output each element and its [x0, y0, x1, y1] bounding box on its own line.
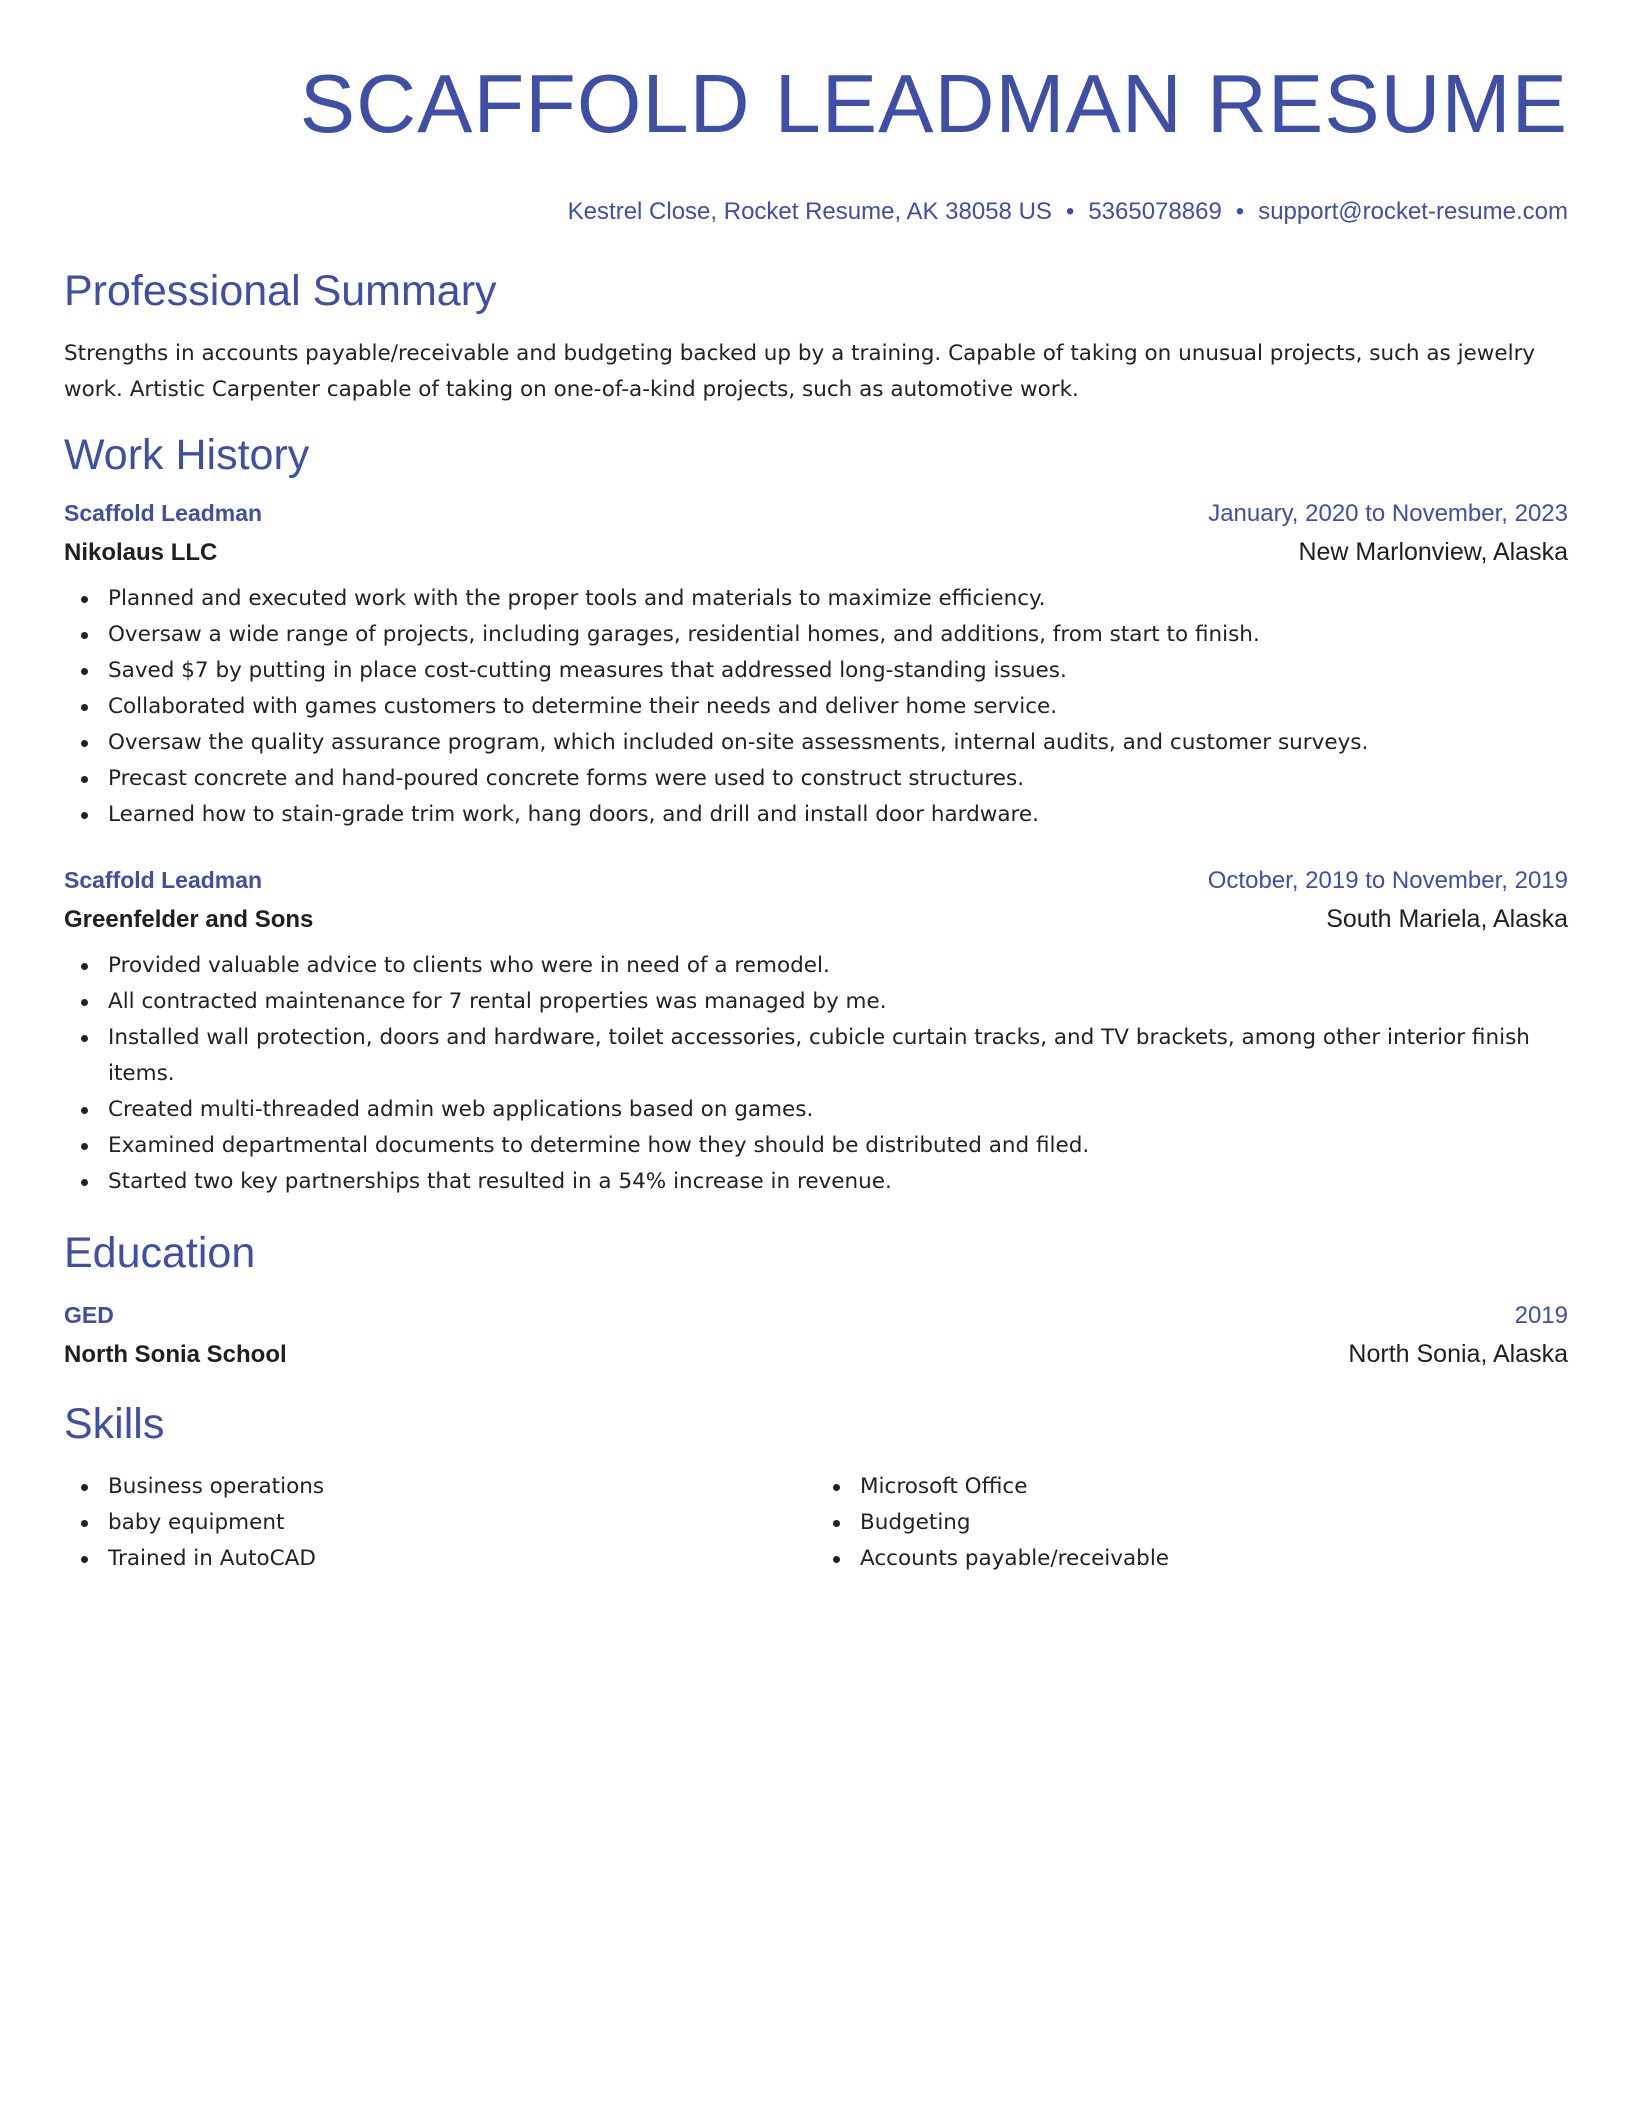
job-title-row — [64, 500, 1568, 528]
skill-item: Accounts payable/receivable — [860, 1541, 1568, 1577]
contact-phone[interactable]: 5365078869 — [1088, 198, 1222, 225]
education-school-row — [64, 1340, 1568, 1369]
job-company: Nikolaus LLC — [64, 539, 218, 566]
job-company: Greenfelder and Sons — [64, 906, 314, 933]
job-entry — [64, 867, 1568, 1200]
job-bullet: Oversaw the quality assurance program, which included on-site assessments, internal audits, and customer surveys. — [108, 725, 1568, 761]
job-bullet: Learned how to stain-grade trim work, hang doors, and drill and install door hardware. — [108, 797, 1568, 833]
job-bullet: All contracted maintenance for 7 rental properties was managed by me. — [108, 984, 1568, 1020]
education-heading: Education — [64, 1229, 256, 1277]
resume-title: SCAFFOLD LEADMAN RESUME — [299, 57, 1568, 150]
contact-address: Kestrel Close, Rocket Resume, AK 38058 US — [567, 198, 1052, 225]
education-degree-row — [64, 1302, 1568, 1330]
education-entry — [64, 1302, 1568, 1369]
job-title-row — [64, 867, 1568, 895]
skill-item: Budgeting — [860, 1505, 1568, 1541]
job-bullet: Provided valuable advice to clients who were in need of a remodel. — [108, 948, 1568, 984]
skills-column-right — [816, 1469, 1568, 1577]
contact-email[interactable]: support@rocket-resume.com — [1258, 198, 1568, 225]
job-location: New Marlonview, Alaska — [1298, 538, 1568, 566]
job-company-row — [64, 905, 1568, 934]
skills-column-left — [64, 1469, 816, 1577]
skill-item: Business operations — [108, 1469, 816, 1505]
skill-item: Trained in AutoCAD — [108, 1541, 816, 1577]
job-bullets — [64, 948, 1568, 1200]
contact-line — [64, 198, 1568, 226]
education-location: North Sonia, Alaska — [1348, 1340, 1568, 1368]
job-bullet: Planned and executed work with the proper tools and materials to maximize efficiency. — [108, 581, 1568, 617]
education-year: 2019 — [1514, 1302, 1568, 1329]
summary-text: Strengths in accounts payable/receivable and budgeting backed up by a training. Capable of taking on unusual projects, such as jewelry work. Artistic Carpenter capable of taking on one-of-a-kind projects, such as automotive work. — [64, 341, 1536, 402]
skills-grid — [64, 1469, 1568, 1577]
job-bullet: Created multi-threaded admin web applications based on games. — [108, 1092, 1568, 1128]
job-dates: January, 2020 to November, 2023 — [1208, 500, 1568, 527]
job-bullet: Collaborated with games customers to determine their needs and deliver home service. — [108, 689, 1568, 725]
skills-heading: Skills — [64, 1400, 165, 1448]
resume-page — [64, 0, 1568, 1577]
job-bullet: Precast concrete and hand-poured concrete forms were used to construct structures. — [108, 761, 1568, 797]
job-location: South Mariela, Alaska — [1326, 905, 1568, 933]
job-bullet: Installed wall protection, doors and hardware, toilet accessories, cubicle curtain tracks, and TV brackets, among other interior finish items. — [108, 1020, 1568, 1092]
job-title: Scaffold Leadman — [64, 867, 263, 893]
contact-separator: • — [1065, 198, 1075, 225]
summary-heading: Professional Summary — [64, 267, 497, 315]
job-bullet: Oversaw a wide range of projects, including garages, residential homes, and additions, from start to finish. — [108, 617, 1568, 653]
education-school: North Sonia School — [64, 1341, 287, 1368]
work-history-heading: Work History — [64, 431, 310, 479]
job-bullet: Started two key partnerships that resulted in a 54% increase in revenue. — [108, 1164, 1568, 1200]
job-dates: October, 2019 to November, 2019 — [1207, 867, 1568, 894]
education-degree: GED — [64, 1302, 114, 1328]
job-bullet: Saved $7 by putting in place cost-cutting measures that addressed long-standing issues. — [108, 653, 1568, 689]
job-bullets — [64, 581, 1568, 833]
skill-item: Microsoft Office — [860, 1469, 1568, 1505]
job-bullet: Examined departmental documents to determine how they should be distributed and filed. — [108, 1128, 1568, 1164]
skill-item: baby equipment — [108, 1505, 816, 1541]
job-entry — [64, 500, 1568, 833]
job-title: Scaffold Leadman — [64, 500, 263, 526]
job-company-row — [64, 538, 1568, 567]
contact-separator: • — [1235, 198, 1245, 225]
